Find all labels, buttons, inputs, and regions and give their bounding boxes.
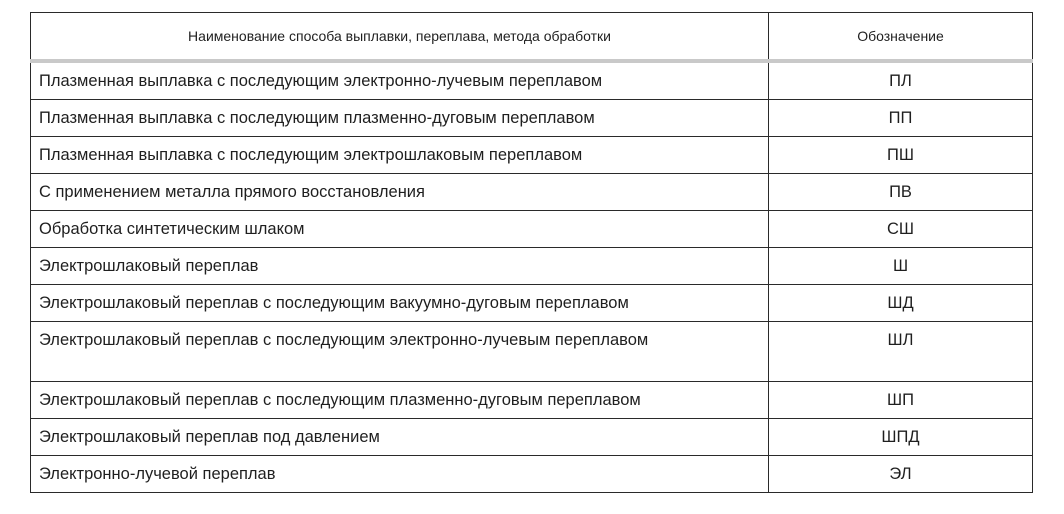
designation-cell: ШЛ: [769, 322, 1033, 382]
designation-cell: ПЛ: [769, 61, 1033, 100]
table-row: [31, 382, 1033, 419]
method-name-cell: Электрошлаковый переплав с последующим плазменно-дуговым переплавом: [31, 382, 769, 419]
table-row: [31, 100, 1033, 137]
method-name-cell: Обработка синтетическим шлаком: [31, 211, 769, 248]
method-name-cell: Плазменная выплавка с последующим плазменно-дуговым переплавом: [31, 100, 769, 137]
table-row: [31, 211, 1033, 248]
designation-cell: ПШ: [769, 137, 1033, 174]
table-row: [31, 456, 1033, 493]
table-row: [31, 61, 1033, 100]
method-name-cell: С применением металла прямого восстановления: [31, 174, 769, 211]
column-header-designation: Обозначение: [769, 13, 1033, 62]
method-name-cell: Электрошлаковый переплав с последующим вакуумно-дуговым переплавом: [31, 285, 769, 322]
designation-cell: ЭЛ: [769, 456, 1033, 493]
designation-cell: ПВ: [769, 174, 1033, 211]
table-row: [31, 285, 1033, 322]
designation-cell: ШД: [769, 285, 1033, 322]
designation-cell: ШП: [769, 382, 1033, 419]
designation-cell: ПП: [769, 100, 1033, 137]
melting-methods-table: [30, 12, 1033, 493]
method-name-cell: Плазменная выплавка с последующим электрошлаковым переплавом: [31, 137, 769, 174]
designation-cell: ШПД: [769, 419, 1033, 456]
method-name-cell: Электронно-лучевой переплав: [31, 456, 769, 493]
table-header-row: [31, 13, 1033, 62]
table-row: [31, 322, 1033, 382]
table-row: [31, 248, 1033, 285]
method-name-cell: Электрошлаковый переплав под давлением: [31, 419, 769, 456]
table-row: [31, 174, 1033, 211]
designation-cell: Ш: [769, 248, 1033, 285]
table-row: [31, 137, 1033, 174]
method-name-cell: Электрошлаковый переплав: [31, 248, 769, 285]
column-header-method-name: Наименование способа выплавки, переплава, метода обработки: [31, 13, 769, 62]
table-row: [31, 419, 1033, 456]
method-name-cell: Плазменная выплавка с последующим электронно-лучевым переплавом: [31, 61, 769, 100]
designation-cell: СШ: [769, 211, 1033, 248]
method-name-cell: Электрошлаковый переплав с последующим электронно-лучевым переплавом: [31, 322, 769, 382]
